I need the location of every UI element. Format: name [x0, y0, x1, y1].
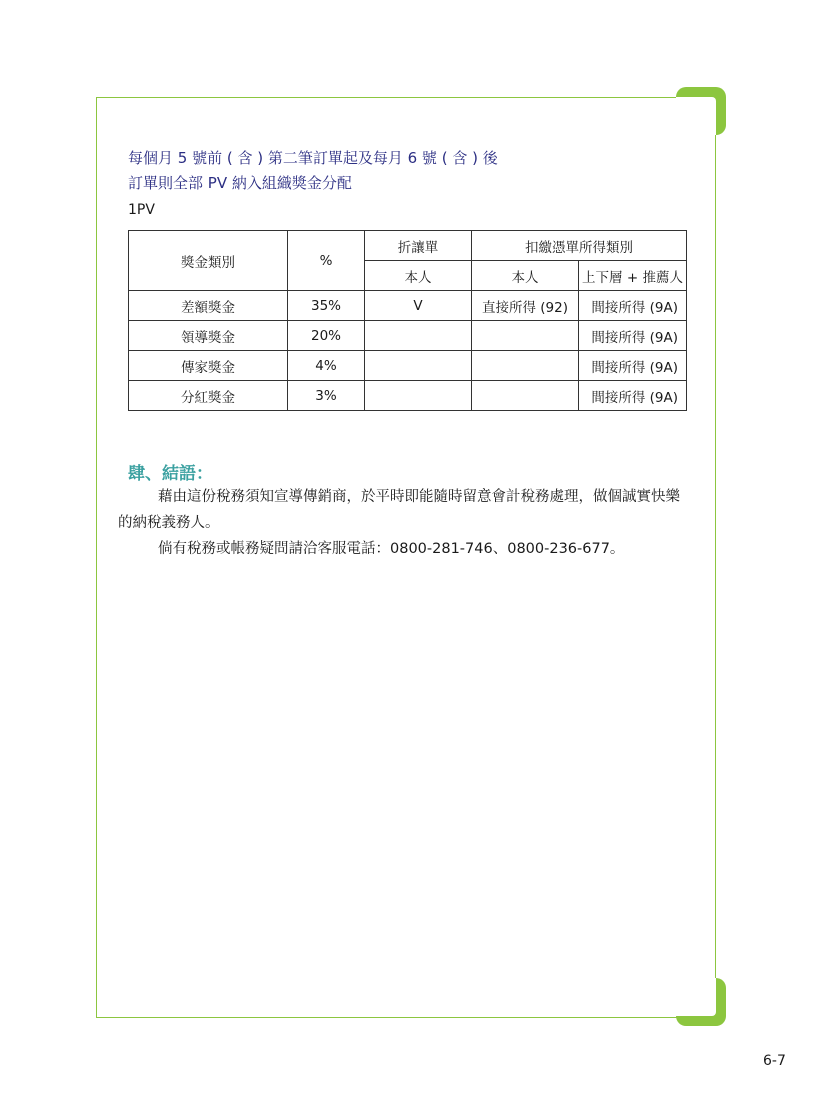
cell-percent: 20%: [288, 321, 365, 351]
header-discount-self: 本人: [365, 261, 472, 291]
table-row: [129, 381, 687, 411]
cell-category: 差額獎金: [129, 291, 288, 321]
cell-category: 領導獎金: [129, 321, 288, 351]
cell-category: 分紅獎金: [129, 381, 288, 411]
cell-discount: [365, 321, 472, 351]
cell-category: 傳家獎金: [129, 351, 288, 381]
cell-upline: 間接所得 (9A): [579, 351, 687, 381]
cell-percent: 4%: [288, 351, 365, 381]
corner-tab-bottom: [676, 978, 726, 1026]
header-withholding-group: 扣繳憑單所得類別: [472, 231, 687, 261]
header-withholding-upline: 上下層 + 推薦人: [579, 261, 687, 291]
section-title-conclusion: 肆、結語：: [128, 464, 213, 484]
heading: [128, 146, 498, 196]
header-withholding-self: 本人: [472, 261, 579, 291]
header-percent: %: [288, 231, 365, 291]
header-category: 獎金類別: [129, 231, 288, 291]
heading-line-2: 訂單則全部 PV 納入組織獎金分配: [128, 174, 352, 192]
cell-discount: [365, 351, 472, 381]
cell-self: [472, 381, 579, 411]
corner-tab-top: [676, 87, 726, 135]
cell-discount: [365, 381, 472, 411]
cell-percent: 3%: [288, 381, 365, 411]
cell-self: [472, 321, 579, 351]
page-number: 6-7: [763, 1053, 786, 1069]
table-row: [129, 351, 687, 381]
cell-upline: 間接所得 (9A): [579, 381, 687, 411]
header-discount-group: 折讓單: [365, 231, 472, 261]
table-row: [129, 291, 687, 321]
pv-label: 1PV: [128, 202, 155, 218]
cell-self: [472, 351, 579, 381]
conclusion-paragraph-1: 藉由這份稅務須知宣導傳銷商，於平時即能隨時留意會計稅務處理，做個誠實快樂的納稅義務人。: [118, 489, 680, 531]
cell-upline: 間接所得 (9A): [579, 291, 687, 321]
heading-line-1: 每個月 5 號前 ( 含 ) 第二筆訂單起及每月 6 號 ( 含 ) 後: [128, 149, 498, 167]
table-row: [129, 321, 687, 351]
bonus-table: [128, 230, 687, 411]
conclusion-paragraph-2: 倘有稅務或帳務疑問請洽客服電話：0800-281-746、0800-236-677。: [158, 541, 625, 557]
cell-discount: V: [365, 291, 472, 321]
cell-percent: 35%: [288, 291, 365, 321]
cell-upline: 間接所得 (9A): [579, 321, 687, 351]
cell-self: 直接所得 (92): [472, 291, 579, 321]
